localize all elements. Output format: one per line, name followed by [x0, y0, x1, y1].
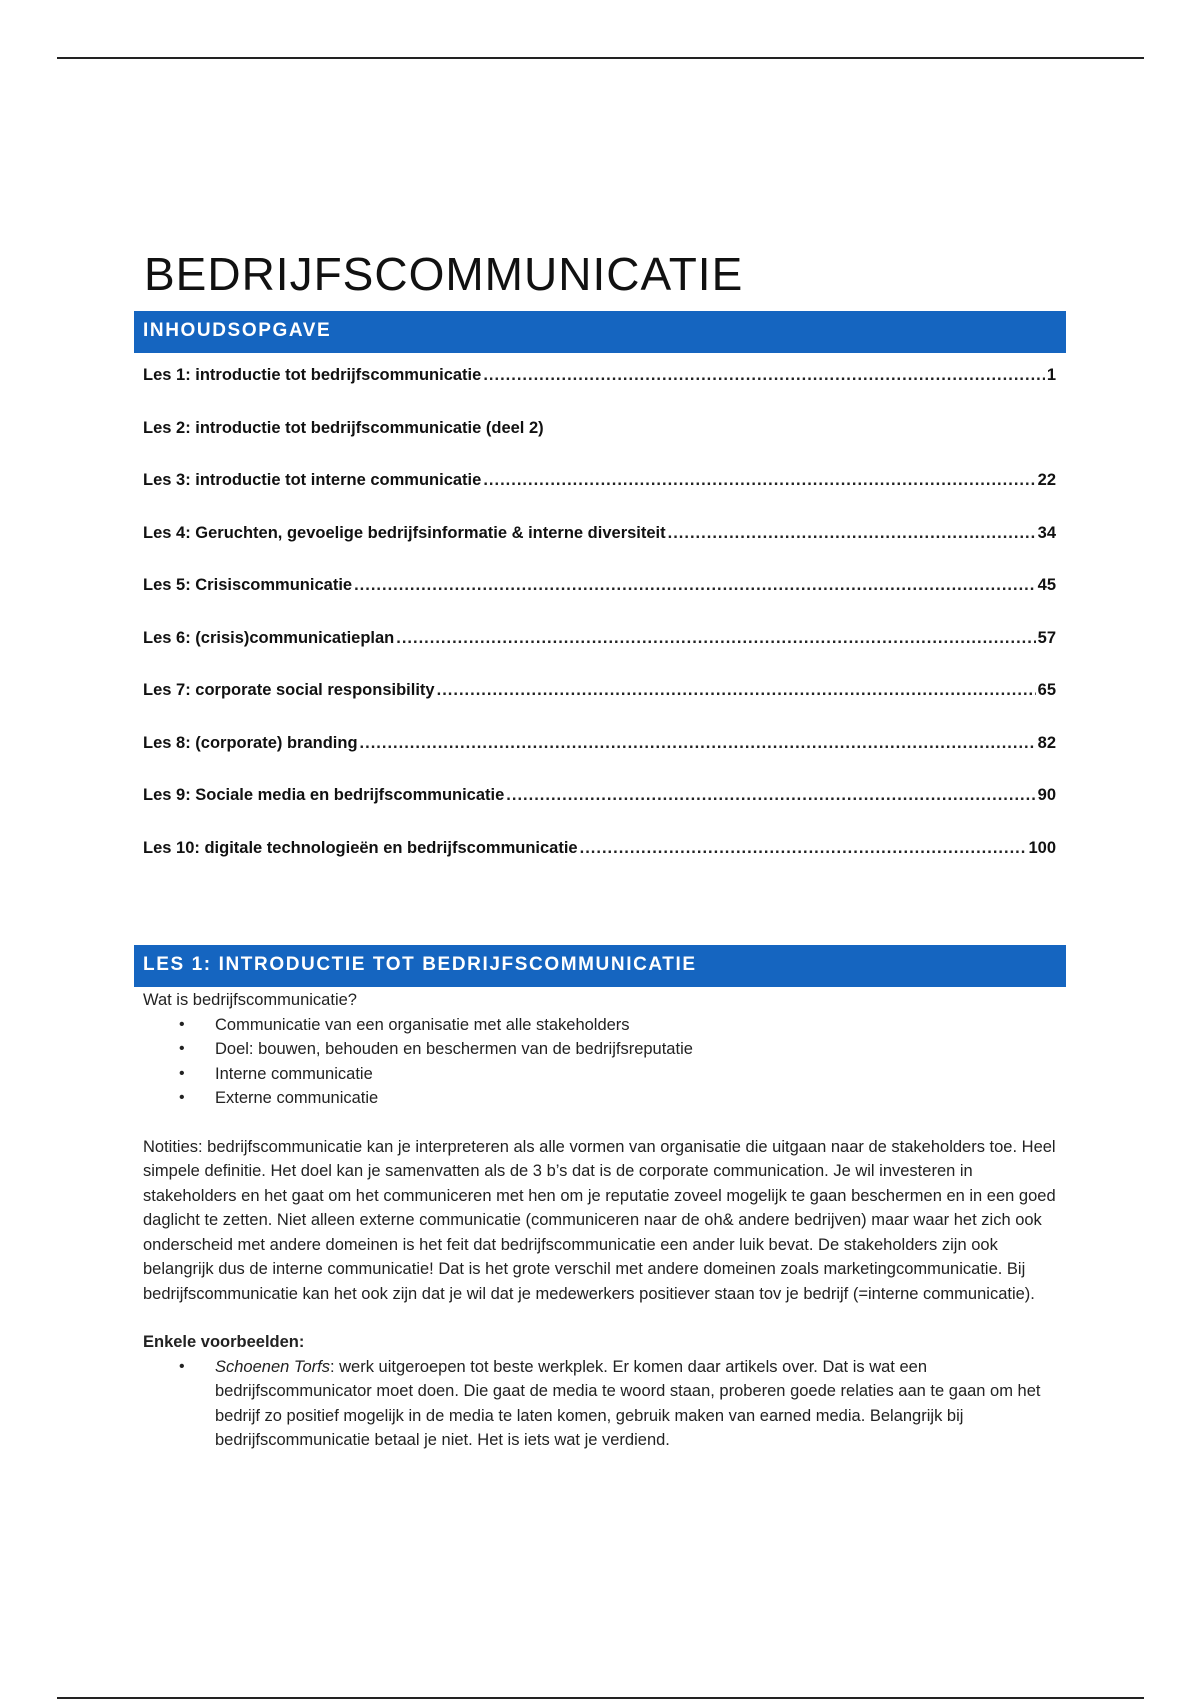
toc-entry-label: Les 1: introductie tot bedrijfscommunicatie: [143, 366, 482, 384]
toc-entry-9[interactable]: [143, 786, 1056, 839]
toc-entry-label: Les 4: Geruchten, gevoelige bedrijfsinformatie & interne diversiteit: [143, 523, 666, 542]
footer-rule: [57, 1697, 1144, 1699]
toc-entry-label: Les 9: Sociale media en bedrijfscommunicatie: [143, 786, 505, 804]
toc-entry-label: Les 7: corporate social responsibility: [143, 681, 435, 699]
toc-entry-page: 22: [1037, 471, 1056, 489]
les1-notes: Notities: bedrijfscommunicatie kan je interpreteren als alle vormen van organisatie die uitgaan naar de stakeholders toe. Heel simpele definitie. Het doel kan je samenvatten als de 3 b’s dat is de corporate communication. Je wil investeren in stakeholders en het gaat om het communiceren met hen om je reputatie zoveel mogelijk te gaan beschermen en in een goed daglicht te zetten. Niet alleen externe communicatie (communiceren naar de oh& andere bedrijven) maar waar het zich ook onderscheid met andere domeinen is het feit dat bedrijfscommunicatie een ander luik bevat. De stakeholders zijn ook belangrijk dus de interne communicatie! Dat is het grote verschil met andere domeinen zoals marketingcommunicatie. Bij bedrijfscommunicatie kan het ook zijn dat je wil dat je medewerkers positiever staan tov je bedrijf (=interne communicatie).: [143, 1137, 1056, 1303]
toc-leader-dots: [506, 786, 1035, 805]
list-item: • Interne communicatie: [143, 1062, 1058, 1087]
toc-entry-1[interactable]: [143, 366, 1056, 419]
toc-leader-dots: [668, 524, 1036, 543]
toc-entry-label: Les 5: Crisiscommunicatie: [143, 576, 353, 594]
toc-entry-5[interactable]: [143, 576, 1056, 629]
toc-entry-label: Les 10: digitale technologieën en bedrijfscommunicatie: [143, 838, 578, 857]
list-item: [143, 1355, 1058, 1453]
toc-leader-dots: [396, 629, 1035, 648]
table-of-contents: [143, 366, 1056, 891]
toc-heading: INHOUDSOPGAVE: [134, 311, 1066, 353]
toc-entry-label: Les 8: (corporate) branding: [143, 733, 358, 752]
toc-leader-dots: [354, 576, 1036, 595]
toc-entry-3[interactable]: [143, 471, 1056, 524]
toc-leader-dots: [360, 734, 1036, 753]
example-name: Schoenen Torfs: [215, 1357, 330, 1376]
toc-entry-page: 65: [1037, 681, 1056, 699]
toc-entry-page: 100: [1028, 838, 1056, 857]
toc-entry-10[interactable]: [143, 839, 1056, 892]
les1-bullet-list: [143, 1013, 1058, 1111]
toc-entry-page: 45: [1037, 576, 1056, 594]
toc-entry-4[interactable]: [143, 524, 1056, 577]
toc-leader-dots: [483, 471, 1035, 490]
list-item: • Doel: bouwen, behouden en beschermen van de bedrijfsreputatie: [143, 1037, 1058, 1062]
toc-entry-7[interactable]: [143, 681, 1056, 734]
toc-leader-dots: [483, 366, 1045, 385]
list-item: • Communicatie van een organisatie met alle stakeholders: [143, 1013, 1058, 1038]
toc-entry-page: 1: [1046, 366, 1056, 384]
toc-entry-page: 90: [1037, 786, 1056, 804]
example-text: : werk uitgeroepen tot beste werkplek. Er komen daar artikels over. Dat is wat een bedrijfscommunicator moet doen. Die gaat de media te woord staan, proberen goede relaties aan te gaan om het bedrijf zo positief mogelijk in de media te laten komen, gebruik maken van earned media. Belangrijk bij bedrijfscommunicatie betaal je niet. Het is iets wat je verdiend.: [215, 1357, 1041, 1449]
toc-leader-dots: [580, 839, 1027, 858]
toc-entry-8[interactable]: [143, 734, 1056, 787]
examples-list: [143, 1355, 1058, 1453]
les1-heading: LES 1: INTRODUCTIE TOT BEDRIJFSCOMMUNICATIE: [134, 945, 1066, 987]
toc-entry-2[interactable]: [143, 419, 1056, 472]
toc-leader-dots: [437, 681, 1036, 700]
list-item: • Externe communicatie: [143, 1086, 1058, 1111]
toc-entry-label: Les 6: (crisis)communicatieplan: [143, 628, 395, 647]
toc-entry-label: Les 3: introductie tot interne communicatie: [143, 471, 482, 489]
examples-heading: Enkele voorbeelden:: [143, 1333, 305, 1351]
toc-entry-page: 82: [1037, 733, 1056, 752]
les1-body: [143, 988, 1058, 1453]
toc-entry-label: Les 2: introductie tot bedrijfscommunicatie (deel 2): [143, 418, 544, 437]
les1-question: Wat is bedrijfscommunicatie?: [143, 991, 357, 1009]
toc-entry-page: 57: [1037, 628, 1056, 647]
toc-entry-6[interactable]: [143, 629, 1056, 682]
header-rule: [57, 57, 1144, 59]
document-title: BEDRIJFSCOMMUNICATIE: [144, 247, 744, 300]
toc-entry-page: 34: [1037, 523, 1056, 542]
